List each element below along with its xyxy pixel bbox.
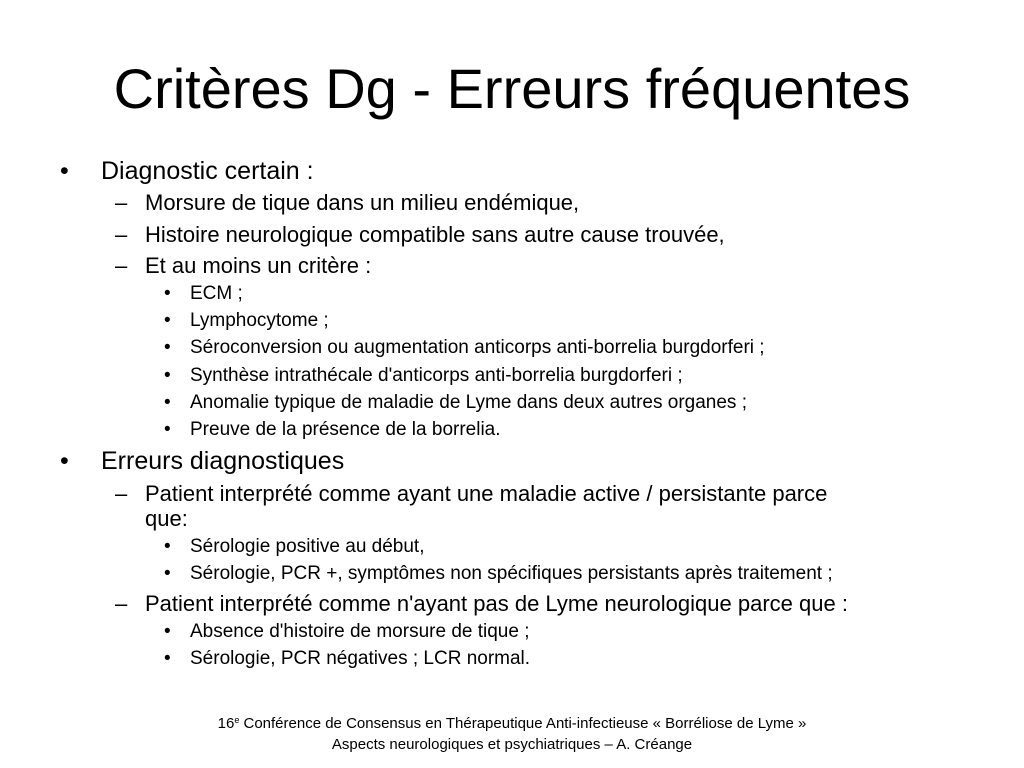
footer-edition-suffix: e xyxy=(234,715,240,725)
section2-item1-line2: que: xyxy=(145,506,188,531)
section1-item: Histoire neurologique compatible sans autre cause trouvée, xyxy=(145,222,725,247)
slide-title: Critères Dg - Erreurs fréquentes xyxy=(113,57,911,120)
section2-item1-sub: Sérologie, PCR +, symptômes non spécifiques persistants après traitement ; xyxy=(190,563,833,584)
bullet-marker: • xyxy=(60,447,69,475)
footer-conference-title: Conférence de Consensus en Thérapeutique Anti-infectieuse « Borréliose de Lyme » xyxy=(239,715,807,732)
footer-line-2: Aspects neurologiques et psychiatriques – A. Créange xyxy=(331,736,693,753)
bullet-marker: • xyxy=(164,365,171,386)
dash-marker: – xyxy=(115,190,128,215)
bullet-marker: • xyxy=(164,310,171,331)
footer-edition-number: 16 xyxy=(217,715,235,732)
criterion-item: Anomalie typique de maladie de Lyme dans deux autres organes ; xyxy=(190,392,747,413)
footer-line-1 xyxy=(0,714,1024,734)
criterion-item: Séroconversion ou augmentation anticorps anti-borrelia burgdorferi ; xyxy=(190,337,765,358)
dash-marker: – xyxy=(115,591,128,616)
section2-item2: Patient interprété comme n'ayant pas de Lyme neurologique parce que : xyxy=(145,591,848,616)
section2-item2-sub: Sérologie, PCR négatives ; LCR normal. xyxy=(190,648,531,669)
dash-marker: – xyxy=(115,222,128,247)
section2-heading: Erreurs diagnostiques xyxy=(101,447,345,475)
section1-item: Et au moins un critère : xyxy=(145,253,372,278)
section2-item1-sub: Sérologie positive au début, xyxy=(190,536,425,557)
bullet-marker: • xyxy=(164,283,171,304)
criterion-item: Lymphocytome ; xyxy=(190,310,329,331)
criterion-item: Synthèse intrathécale d'anticorps anti-borrelia burgdorferi ; xyxy=(190,365,683,386)
criterion-item: ECM ; xyxy=(190,283,243,304)
bullet-marker: • xyxy=(164,419,171,440)
section2-item1-line1: Patient interprété comme ayant une maladie active / persistante parce xyxy=(145,481,828,506)
bullet-marker: • xyxy=(164,648,171,669)
section1-item: Morsure de tique dans un milieu endémique, xyxy=(145,190,580,215)
section1-heading: Diagnostic certain : xyxy=(101,157,314,185)
bullet-marker: • xyxy=(164,621,171,642)
bullet-marker: • xyxy=(164,337,171,358)
bullet-marker: • xyxy=(60,157,69,185)
bullet-marker: • xyxy=(164,563,171,584)
dash-marker: – xyxy=(115,253,128,278)
section2-item2-sub: Absence d'histoire de morsure de tique ; xyxy=(190,621,530,642)
bullet-marker: • xyxy=(164,392,171,413)
dash-marker: – xyxy=(115,481,128,506)
criterion-item: Preuve de la présence de la borrelia. xyxy=(190,419,501,440)
bullet-marker: • xyxy=(164,536,171,557)
